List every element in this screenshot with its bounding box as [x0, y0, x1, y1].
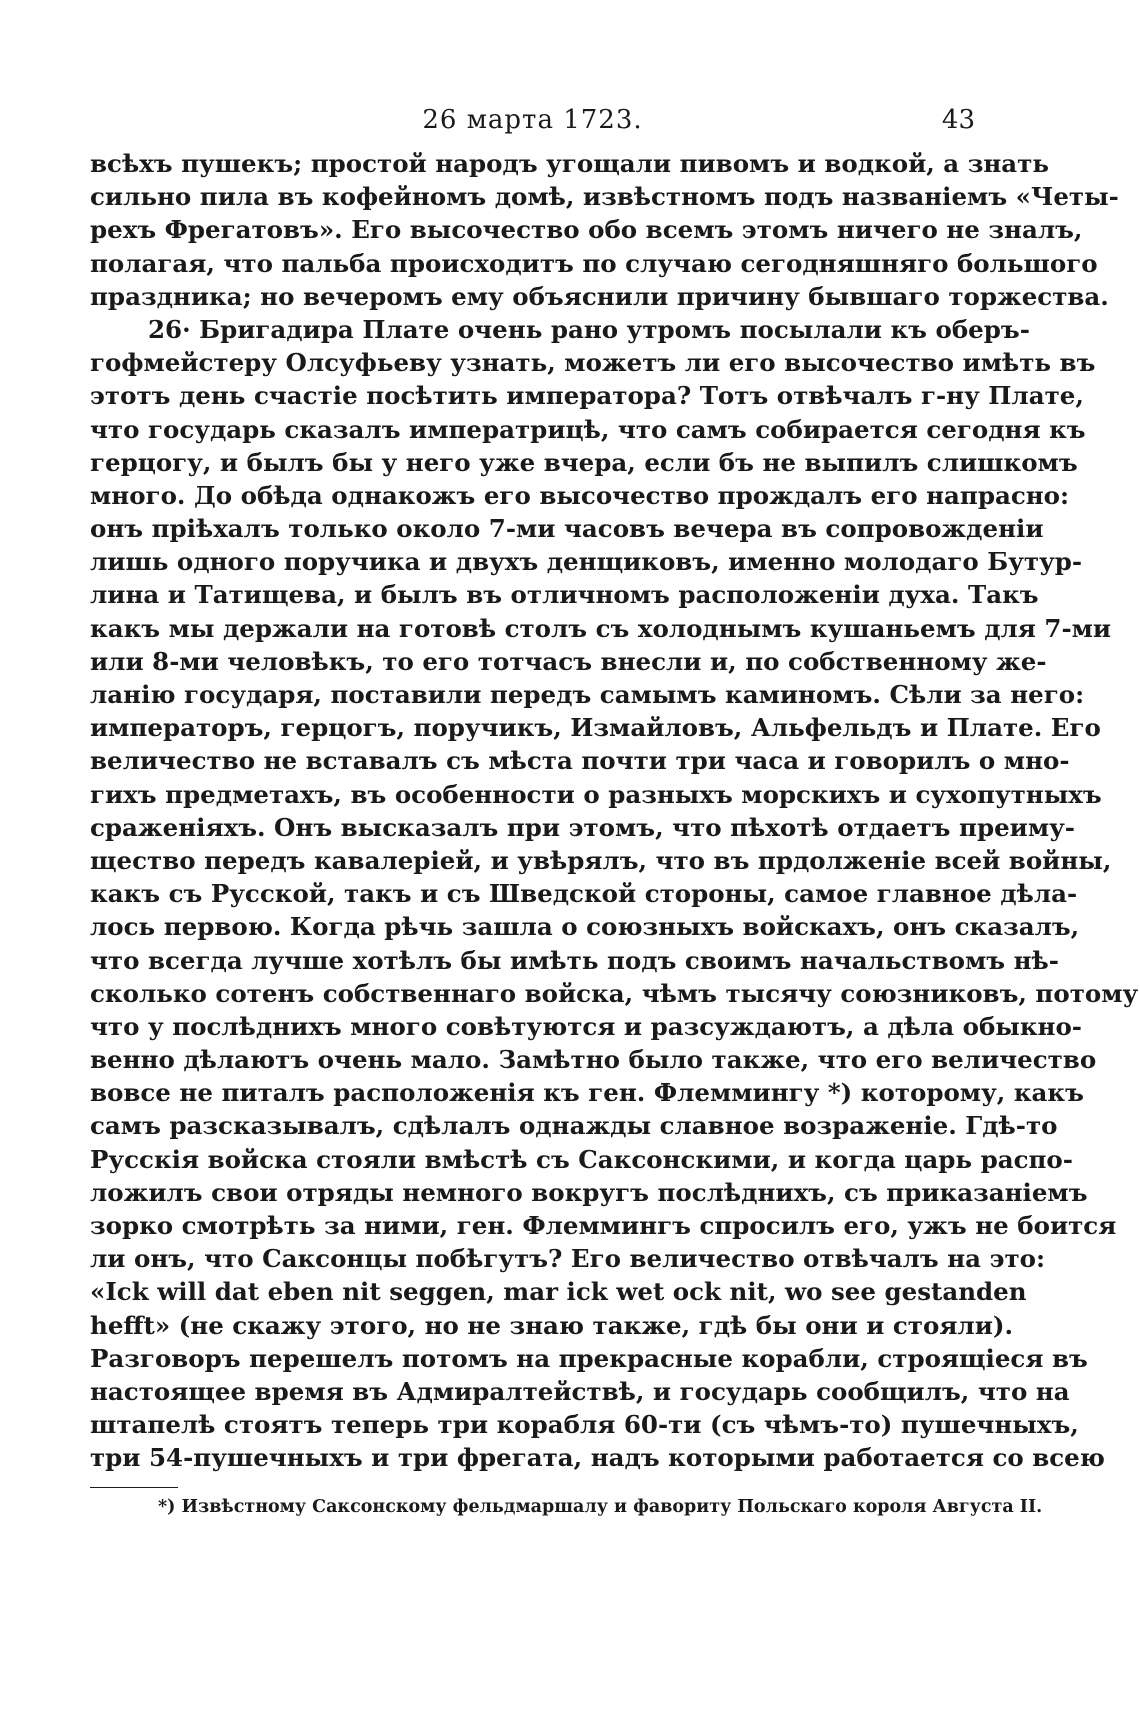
text-line: гихъ предметахъ, въ особенности о разныхъ морскихъ и сухопутныхъ: [90, 779, 1102, 809]
text-line: лишь одного поручика и двухъ денщиковъ, именно молодаго Бутур-: [90, 547, 1083, 577]
text-line: что государь сказалъ императрицѣ, что самъ собирается сегодня къ: [90, 414, 1086, 444]
text-line: hefft» (не скажу этого, но не знаю также, гдѣ бы они и стояли).: [90, 1310, 1013, 1340]
text-line: ли онъ, что Саксонцы побѣгутъ? Его величество отвѣчалъ на это:: [90, 1244, 1046, 1274]
text-line: что у послѣднихъ много совѣтуются и разсуждаютъ, а дѣла обыкно-: [90, 1011, 1082, 1041]
text-line: самъ разсказывалъ, сдѣлалъ однажды славное возраженіе. Гдѣ-то: [90, 1111, 1058, 1141]
text-line: этотъ день счастіе посѣтить императора? Тотъ отвѣчалъ г-ну Плате,: [90, 381, 1084, 411]
page-number: 43: [941, 105, 975, 135]
text-line: что всегда лучше хотѣлъ бы имѣть подъ своимъ начальствомъ нѣ-: [90, 945, 1059, 975]
text-line: онъ пріѣхалъ только около 7-ми часовъ вечера въ сопровожденіи: [90, 514, 1044, 544]
text-line: настоящее время въ Адмиралтействѣ, и государь сообщилъ, что на: [90, 1376, 1070, 1406]
text-line: штапелѣ стоятъ теперь три корабля 60-ти (съ чѣмъ-то) пушечныхъ,: [90, 1410, 1079, 1440]
text-line: вовсе не питалъ расположенія къ ген. Флеммингу *) которому, какъ: [90, 1078, 1084, 1108]
text-line: величество не вставалъ съ мѣста почти три часа и говорилъ о мно-: [90, 746, 1070, 776]
text-line: гофмейстеру Олсуфьеву узнать, можетъ ли его высочество имѣть въ: [90, 348, 1096, 378]
footnote-divider: [90, 1487, 178, 1489]
text-line: «Ick will dat eben nit seggen, mar ick wet ock nit, wo see gestanden: [90, 1277, 1027, 1307]
text-line: сильно пила въ кофейномъ домѣ, извѣстномъ подъ названіемъ «Четы-: [90, 182, 1119, 212]
text-line: ланію государя, поставили передъ самымъ каминомъ. Сѣли за него:: [90, 680, 1085, 709]
text-line: или 8-ми человѣкъ, то его тотчасъ внесли и, по собственному же-: [90, 646, 1047, 676]
page-header: [90, 105, 975, 147]
text-line: Русскія войска стояли вмѣстѣ съ Саксонскими, и когда царь распо-: [90, 1144, 1073, 1174]
text-line: щество передъ кавалеріей, и увѣрялъ, что въ прдолженіе всей войны,: [90, 845, 1112, 875]
text-line: три 54-пушечныхъ и три фрегата, надъ которыми работается со всею: [90, 1443, 1105, 1473]
text-line: 26· Бригадира Плате очень рано утромъ посылали къ оберъ-: [148, 314, 1030, 344]
text-line: венно дѣлаютъ очень мало. Замѣтно было также, что его величество: [90, 1045, 1097, 1075]
text-line: какъ мы держали на готовѣ столъ съ холоднымъ кушаньемъ для 7-ми: [90, 613, 1112, 643]
text-line: много. До обѣда однакожъ его высочество прождалъ его напрасно:: [90, 480, 1070, 510]
text-line: сраженіяхъ. Онъ высказалъ при этомъ, что пѣхотѣ отдаетъ преиму-: [90, 812, 1075, 842]
text-line: полагая, что пальба происходитъ по случаю сегодняшняго большого: [90, 248, 1098, 278]
footnote: *) Извѣстному Саксонскому фельдмаршалу и фавориту Польскаго короля Августа II.: [158, 1497, 1043, 1517]
text-line: лина и Татищева, и былъ въ отличномъ расположеніи духа. Такъ: [90, 580, 1039, 610]
book-page: [90, 105, 1139, 1520]
text-line: герцогу, и былъ бы у него уже вчера, если бъ не выпилъ слишкомъ: [90, 447, 1078, 477]
text-line: рехъ Фрегатовъ». Его высочество обо всемъ этомъ ничего не зналъ,: [90, 215, 1083, 245]
text-line: императоръ, герцогъ, поручикъ, Измайловъ, Альфельдъ и Плате. Его: [90, 713, 1101, 743]
text-line: ложилъ свои отряды немного вокругъ послѣднихъ, съ приказаніемъ: [90, 1177, 1088, 1207]
text-line: праздника; но вечеромъ ему объяснили причину бывшаго торжества.: [90, 281, 1109, 311]
text-line: сколько сотенъ собственнаго войска, чѣмъ тысячу союзниковъ, потому: [90, 978, 1139, 1008]
text-line: лось первою. Когда рѣчь зашла о союзныхъ войскахъ, онъ сказалъ,: [90, 912, 1080, 942]
text-line: Разговоръ перешелъ потомъ на прекрасные корабли, строящіеся въ: [90, 1343, 1088, 1373]
running-title: 26 марта 1723.: [422, 105, 643, 135]
text-line: зорко смотрѣть за ними, ген. Флеммингъ спросилъ его, ужъ не боится: [90, 1211, 1117, 1240]
text-line: всѣхъ пушекъ; простой народъ угощали пивомъ и водкой, а знать: [90, 149, 1049, 178]
body-text: [90, 147, 1139, 1475]
text-line: какъ съ Русской, такъ и съ Шведской стороны, самое главное дѣла-: [90, 879, 1078, 909]
